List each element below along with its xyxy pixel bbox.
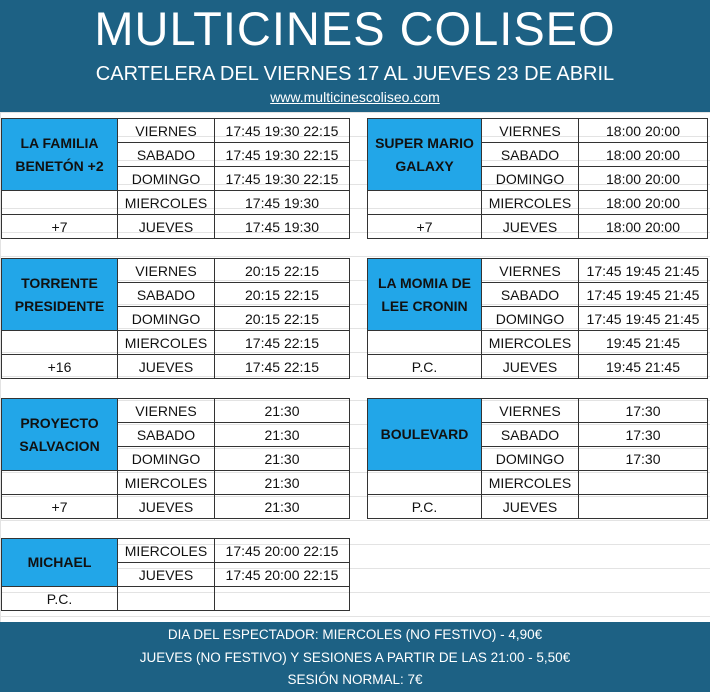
- session-times: 19:45 21:45: [579, 355, 708, 379]
- session-times: 18:00 20:00: [579, 167, 708, 191]
- movie-block: [367, 398, 708, 519]
- movie-title: MICHAEL: [2, 539, 118, 587]
- session-day: VIERNES: [118, 259, 215, 283]
- session-day: JUEVES: [482, 215, 579, 239]
- session-day: VIERNES: [118, 119, 215, 143]
- session-day: VIERNES: [118, 399, 215, 423]
- session-times: 21:30: [215, 399, 350, 423]
- session-times: 17:45 20:00 22:15: [215, 563, 350, 587]
- session-times: 21:30: [215, 447, 350, 471]
- age-rating: P.C.: [2, 587, 118, 611]
- session-day: DOMINGO: [482, 167, 579, 191]
- session-day: SABADO: [118, 283, 215, 307]
- movie-block: [367, 258, 708, 379]
- blank-cell: [2, 331, 118, 355]
- session-day: SABADO: [482, 423, 579, 447]
- session-day: MIERCOLES: [482, 331, 579, 355]
- session-day: VIERNES: [482, 399, 579, 423]
- session-times: 19:45 21:45: [579, 331, 708, 355]
- movie-block: [367, 118, 708, 239]
- session-times: 20:15 22:15: [215, 283, 350, 307]
- blank-cell: [2, 191, 118, 215]
- age-rating: +7: [2, 215, 118, 239]
- blank-cell: [368, 471, 482, 495]
- session-day: MIERCOLES: [118, 539, 215, 563]
- empty-times-cell: [215, 587, 350, 611]
- session-day: SABADO: [118, 423, 215, 447]
- age-rating: P.C.: [368, 355, 482, 379]
- movie-title: SUPER MARIO GALAXY: [368, 119, 482, 191]
- session-day: JUEVES: [118, 563, 215, 587]
- movie-block: [1, 398, 350, 519]
- session-times: 21:30: [215, 423, 350, 447]
- price-line-thursday: JUEVES (NO FESTIVO) Y SESIONES A PARTIR DE LAS 21:00 - 5,50€: [139, 650, 571, 665]
- price-line-normal: SESIÓN NORMAL: 7€: [287, 672, 423, 687]
- session-times: 18:00 20:00: [579, 143, 708, 167]
- session-times: 20:15 22:15: [215, 307, 350, 331]
- session-day: DOMINGO: [482, 447, 579, 471]
- session-times: 17:45 22:15: [215, 331, 350, 355]
- blank-cell: [2, 471, 118, 495]
- cinema-name: MULTICINES COLISEO: [94, 2, 616, 55]
- session-times: 17:30: [579, 423, 708, 447]
- session-times: 17:30: [579, 399, 708, 423]
- session-times: 17:45 22:15: [215, 355, 350, 379]
- schedule-subtitle: CARTELERA DEL VIERNES 17 AL JUEVES 23 DE ABRIL: [95, 63, 615, 85]
- session-day: SABADO: [118, 143, 215, 167]
- movie-title: LA FAMILIA BENETÓN +2: [2, 119, 118, 191]
- session-day: JUEVES: [118, 495, 215, 519]
- session-day: DOMINGO: [482, 307, 579, 331]
- movie-block: [1, 258, 350, 379]
- price-line-spectator-day: DIA DEL ESPECTADOR: MIERCOLES (NO FESTIVO) - 4,90€: [167, 627, 543, 642]
- spreadsheet-grid: [0, 112, 710, 622]
- movie-title: TORRENTE PRESIDENTE: [2, 259, 118, 331]
- website-link[interactable]: www.multicinescoliseo.com: [270, 89, 440, 105]
- session-day: JUEVES: [482, 495, 579, 519]
- session-day: VIERNES: [482, 259, 579, 283]
- session-times: 18:00 20:00: [579, 215, 708, 239]
- session-times: 17:45 19:30 22:15: [215, 143, 350, 167]
- movie-block: [1, 118, 350, 239]
- session-times: 17:45 19:30: [215, 215, 350, 239]
- blank-cell: [368, 191, 482, 215]
- age-rating: +16: [2, 355, 118, 379]
- movie-title: PROYECTO SALVACION: [2, 399, 118, 471]
- session-times: 17:45 19:45 21:45: [579, 307, 708, 331]
- session-times: 18:00 20:00: [579, 191, 708, 215]
- session-day: JUEVES: [118, 355, 215, 379]
- session-day: MIERCOLES: [118, 191, 215, 215]
- session-times: 17:45 19:30: [215, 191, 350, 215]
- blank-cell: [368, 331, 482, 355]
- session-day: MIERCOLES: [482, 191, 579, 215]
- session-day: MIERCOLES: [118, 331, 215, 355]
- session-day: SABADO: [482, 143, 579, 167]
- age-rating: +7: [2, 495, 118, 519]
- session-day: JUEVES: [118, 215, 215, 239]
- pricing-footer: [0, 622, 710, 692]
- session-day: MIERCOLES: [482, 471, 579, 495]
- movie-block: [1, 538, 350, 611]
- session-day: SABADO: [482, 283, 579, 307]
- session-times: 21:30: [215, 471, 350, 495]
- session-day: VIERNES: [482, 119, 579, 143]
- session-times: [579, 495, 708, 519]
- movie-title: BOULEVARD: [368, 399, 482, 471]
- session-times: [579, 471, 708, 495]
- session-day: DOMINGO: [118, 167, 215, 191]
- session-times: 20:15 22:15: [215, 259, 350, 283]
- session-day: MIERCOLES: [118, 471, 215, 495]
- session-day: DOMINGO: [118, 447, 215, 471]
- session-times: 17:45 19:30 22:15: [215, 119, 350, 143]
- session-times: 17:45 19:30 22:15: [215, 167, 350, 191]
- empty-day-cell: [118, 587, 215, 611]
- session-times: 17:45 20:00 22:15: [215, 539, 350, 563]
- age-rating: +7: [368, 215, 482, 239]
- session-times: 17:30: [579, 447, 708, 471]
- session-day: DOMINGO: [118, 307, 215, 331]
- session-times: 18:00 20:00: [579, 119, 708, 143]
- session-times: 21:30: [215, 495, 350, 519]
- header: [0, 0, 710, 112]
- age-rating: P.C.: [368, 495, 482, 519]
- session-day: JUEVES: [482, 355, 579, 379]
- movie-title: LA MOMIA DE LEE CRONIN: [368, 259, 482, 331]
- session-times: 17:45 19:45 21:45: [579, 259, 708, 283]
- session-times: 17:45 19:45 21:45: [579, 283, 708, 307]
